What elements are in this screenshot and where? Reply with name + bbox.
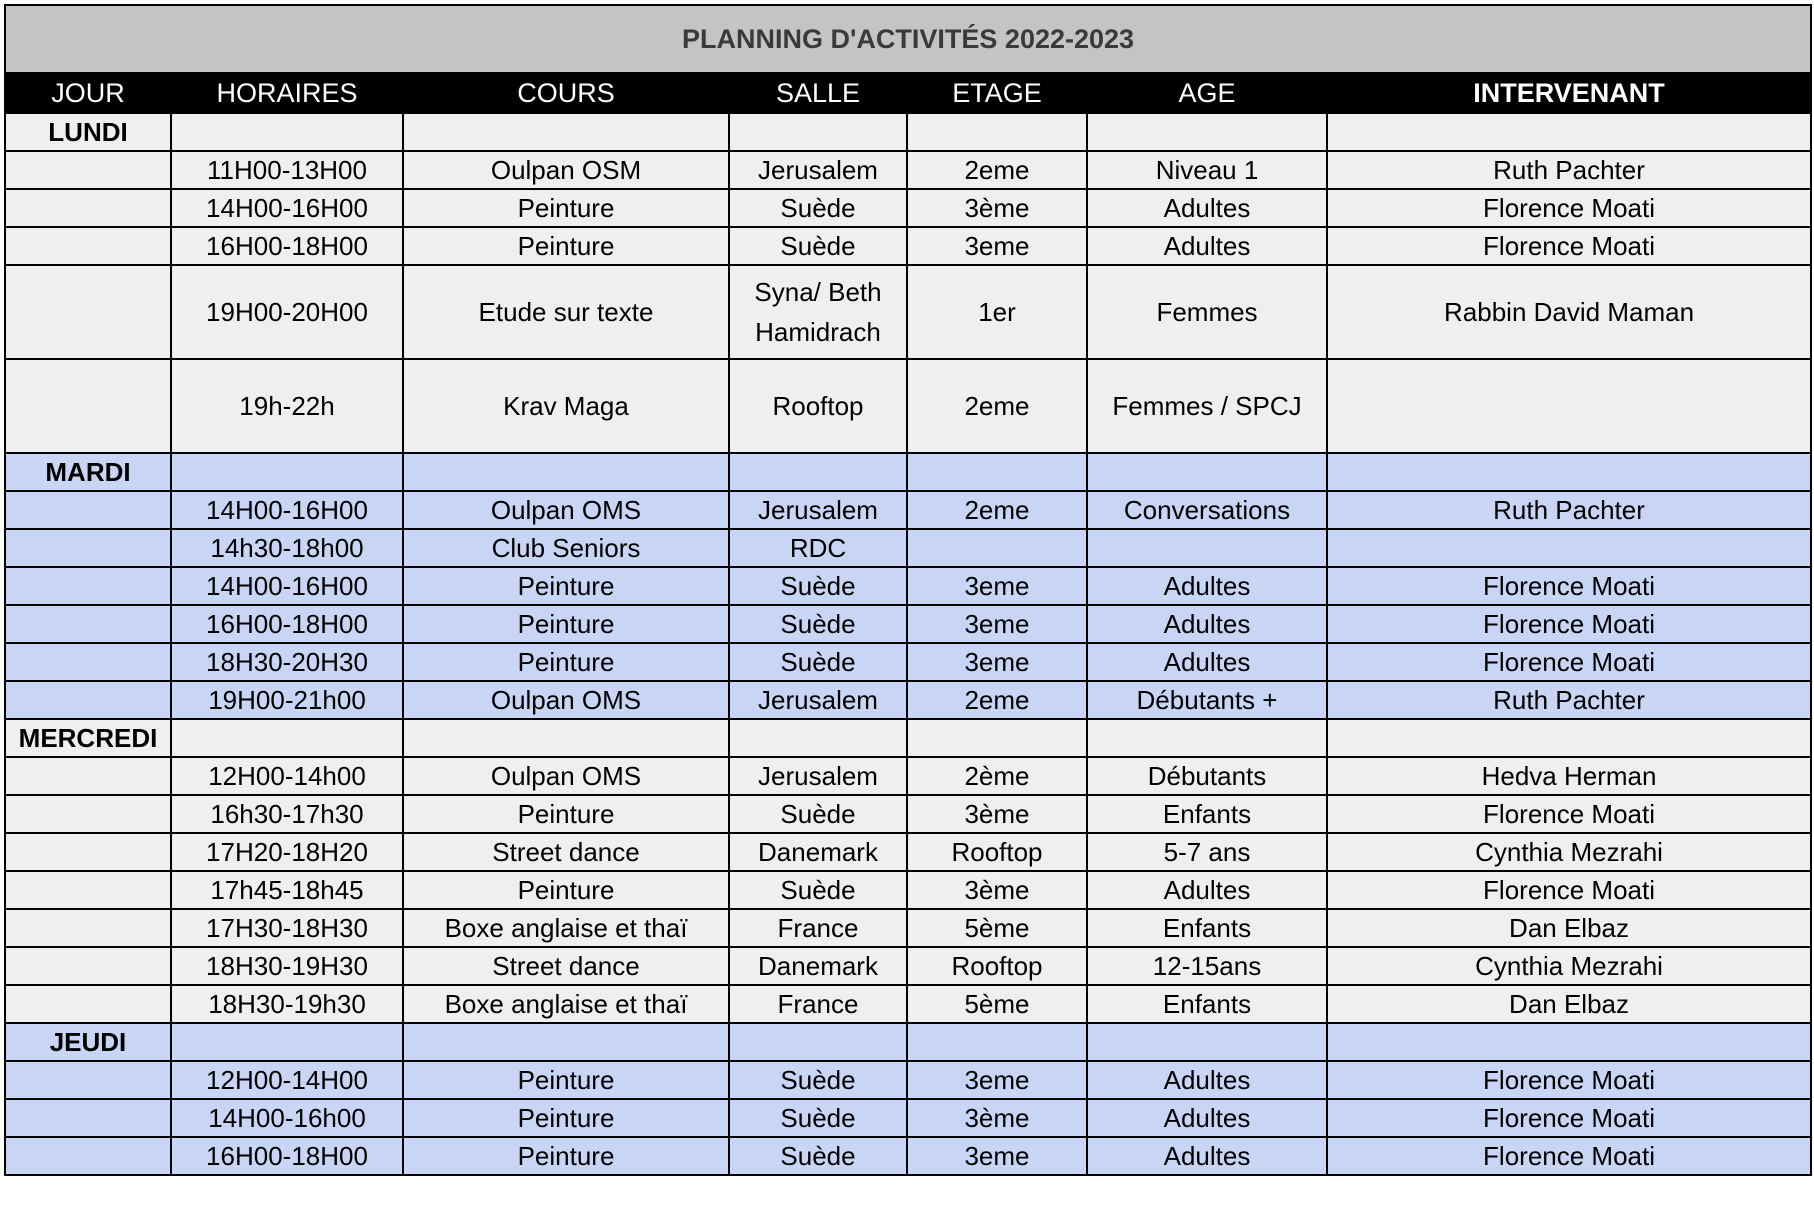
etage-cell: 3eme [907,1137,1087,1175]
table-row [5,1099,1811,1137]
cours-cell: Peinture [403,795,729,833]
column-header-intervenant: INTERVENANT [1327,73,1811,113]
intervenant-cell: Florence Moati [1327,567,1811,605]
etage-cell: 3ème [907,189,1087,227]
column-header-salle: SALLE [729,73,907,113]
horaires-cell: 16H00-18H00 [171,605,403,643]
salle-cell: Jerusalem [729,757,907,795]
table-row [5,1061,1811,1099]
cours-cell [403,1023,729,1061]
age-cell: Adultes [1087,871,1327,909]
table-row [5,947,1811,985]
table-row [5,359,1811,453]
salle-cell: Rooftop [729,359,907,453]
day-cell [5,151,171,189]
cours-cell: Peinture [403,1061,729,1099]
day-cell: LUNDI [5,113,171,151]
etage-cell: 3ème [907,795,1087,833]
age-cell: Adultes [1087,1099,1327,1137]
age-cell: Niveau 1 [1087,151,1327,189]
table-row [5,871,1811,909]
salle-cell: Suède [729,1137,907,1175]
table-row [5,833,1811,871]
cours-cell: Peinture [403,605,729,643]
horaires-cell: 14H00-16H00 [171,567,403,605]
etage-cell: 3ème [907,871,1087,909]
intervenant-cell: Ruth Pachter [1327,491,1811,529]
intervenant-cell: Florence Moati [1327,1137,1811,1175]
cours-cell: Street dance [403,947,729,985]
salle-cell: Suède [729,643,907,681]
horaires-cell [171,719,403,757]
horaires-cell: 17h45-18h45 [171,871,403,909]
age-cell [1087,453,1327,491]
intervenant-cell [1327,113,1811,151]
day-cell [5,1137,171,1175]
cours-cell: Krav Maga [403,359,729,453]
age-cell: Adultes [1087,605,1327,643]
cours-cell [403,113,729,151]
intervenant-cell [1327,1023,1811,1061]
intervenant-cell: Florence Moati [1327,1061,1811,1099]
horaires-cell: 17H20-18H20 [171,833,403,871]
cours-cell: Boxe anglaise et thaï [403,985,729,1023]
day-header-row [5,453,1811,491]
day-cell [5,491,171,529]
title-row [5,5,1811,73]
day-cell [5,871,171,909]
intervenant-cell: Florence Moati [1327,189,1811,227]
day-cell [5,795,171,833]
day-cell [5,947,171,985]
horaires-cell: 14h30-18h00 [171,529,403,567]
etage-cell: 5ème [907,985,1087,1023]
day-cell [5,265,171,359]
age-cell: Conversations [1087,491,1327,529]
horaires-cell: 16H00-18H00 [171,227,403,265]
day-cell: MERCREDI [5,719,171,757]
age-cell [1087,113,1327,151]
age-cell: Adultes [1087,227,1327,265]
age-cell [1087,1023,1327,1061]
etage-cell: 2eme [907,151,1087,189]
horaires-cell: 17H30-18H30 [171,909,403,947]
day-cell [5,227,171,265]
column-header-cours: COURS [403,73,729,113]
cours-cell: Peinture [403,1099,729,1137]
salle-cell: Suède [729,567,907,605]
day-header-row [5,1023,1811,1061]
table-row [5,605,1811,643]
column-header-horaires: HORAIRES [171,73,403,113]
horaires-cell [171,453,403,491]
age-cell: Enfants [1087,795,1327,833]
horaires-cell: 16h30-17h30 [171,795,403,833]
schedule-body [5,113,1811,1175]
intervenant-cell: Florence Moati [1327,643,1811,681]
activity-schedule-table [4,4,1812,1176]
age-cell [1087,719,1327,757]
day-cell [5,681,171,719]
intervenant-cell: Rabbin David Maman [1327,265,1811,359]
etage-cell: 3ème [907,1099,1087,1137]
table-row [5,189,1811,227]
horaires-cell: 19h-22h [171,359,403,453]
intervenant-cell [1327,719,1811,757]
intervenant-cell: Dan Elbaz [1327,985,1811,1023]
day-cell [5,757,171,795]
salle-cell [729,719,907,757]
horaires-cell: 19H00-21h00 [171,681,403,719]
day-cell [5,1099,171,1137]
age-cell: Enfants [1087,985,1327,1023]
column-header-row [5,73,1811,113]
cours-cell: Oulpan OMS [403,681,729,719]
etage-cell: Rooftop [907,833,1087,871]
etage-cell: 1er [907,265,1087,359]
salle-cell: Suède [729,605,907,643]
column-header-etage: ETAGE [907,73,1087,113]
intervenant-cell: Ruth Pachter [1327,681,1811,719]
salle-cell: Suède [729,1099,907,1137]
intervenant-cell [1327,359,1811,453]
etage-cell [907,1023,1087,1061]
day-cell [5,189,171,227]
etage-cell: 3eme [907,605,1087,643]
etage-cell: 3eme [907,567,1087,605]
salle-cell: Jerusalem [729,151,907,189]
cours-cell: Peinture [403,189,729,227]
horaires-cell: 14H00-16h00 [171,1099,403,1137]
table-row [5,151,1811,189]
age-cell: Adultes [1087,567,1327,605]
day-cell [5,529,171,567]
intervenant-cell: Cynthia Mezrahi [1327,833,1811,871]
table-row [5,491,1811,529]
intervenant-cell: Cynthia Mezrahi [1327,947,1811,985]
table-row [5,757,1811,795]
salle-cell: France [729,909,907,947]
table-row [5,795,1811,833]
cours-cell: Peinture [403,227,729,265]
etage-cell: Rooftop [907,947,1087,985]
salle-cell [729,453,907,491]
horaires-cell [171,1023,403,1061]
horaires-cell: 18H30-20H30 [171,643,403,681]
age-cell: Débutants [1087,757,1327,795]
day-cell [5,605,171,643]
schedule-title: PLANNING D'ACTIVITÉS 2022-2023 [5,5,1811,73]
cours-cell: Oulpan OMS [403,491,729,529]
salle-cell: Suède [729,227,907,265]
table-row [5,643,1811,681]
cours-cell: Peinture [403,871,729,909]
salle-cell: Suède [729,1061,907,1099]
salle-cell: Danemark [729,833,907,871]
horaires-cell: 14H00-16H00 [171,491,403,529]
age-cell [1087,529,1327,567]
cours-cell: Street dance [403,833,729,871]
intervenant-cell: Hedva Herman [1327,757,1811,795]
table-row [5,265,1811,359]
age-cell: 12-15ans [1087,947,1327,985]
column-header-age: AGE [1087,73,1327,113]
age-cell: Adultes [1087,1137,1327,1175]
day-cell [5,359,171,453]
age-cell: Débutants + [1087,681,1327,719]
age-cell: Enfants [1087,909,1327,947]
day-cell [5,567,171,605]
horaires-cell: 12H00-14H00 [171,1061,403,1099]
salle-cell: France [729,985,907,1023]
salle-cell [729,113,907,151]
day-cell [5,985,171,1023]
salle-cell: Suède [729,871,907,909]
table-row [5,681,1811,719]
horaires-cell: 18H30-19H30 [171,947,403,985]
etage-cell: 2eme [907,491,1087,529]
salle-cell [729,1023,907,1061]
etage-cell [907,113,1087,151]
cours-cell: Oulpan OMS [403,757,729,795]
horaires-cell: 19H00-20H00 [171,265,403,359]
table-row [5,227,1811,265]
etage-cell: 5ème [907,909,1087,947]
cours-cell: Peinture [403,643,729,681]
cours-cell [403,719,729,757]
salle-cell: Syna/ Beth Hamidrach [729,265,907,359]
table-row [5,985,1811,1023]
etage-cell: 2eme [907,681,1087,719]
table-row [5,567,1811,605]
salle-cell: RDC [729,529,907,567]
day-cell: JEUDI [5,1023,171,1061]
salle-cell: Jerusalem [729,681,907,719]
etage-cell [907,453,1087,491]
day-cell [5,643,171,681]
intervenant-cell: Florence Moati [1327,795,1811,833]
age-cell: 5-7 ans [1087,833,1327,871]
day-cell [5,833,171,871]
salle-cell: Suède [729,795,907,833]
day-header-row [5,719,1811,757]
intervenant-cell [1327,529,1811,567]
etage-cell: 3eme [907,643,1087,681]
etage-cell: 3eme [907,227,1087,265]
salle-cell: Jerusalem [729,491,907,529]
age-cell: Adultes [1087,643,1327,681]
etage-cell: 3eme [907,1061,1087,1099]
cours-cell: Peinture [403,567,729,605]
horaires-cell: 18H30-19h30 [171,985,403,1023]
cours-cell: Boxe anglaise et thaï [403,909,729,947]
etage-cell [907,529,1087,567]
table-row [5,1137,1811,1175]
horaires-cell: 14H00-16H00 [171,189,403,227]
intervenant-cell: Dan Elbaz [1327,909,1811,947]
intervenant-cell: Florence Moati [1327,605,1811,643]
column-header-jour: JOUR [5,73,171,113]
day-cell: MARDI [5,453,171,491]
intervenant-cell: Ruth Pachter [1327,151,1811,189]
horaires-cell: 12H00-14h00 [171,757,403,795]
age-cell: Femmes / SPCJ [1087,359,1327,453]
cours-cell: Club Seniors [403,529,729,567]
salle-cell: Suède [729,189,907,227]
day-header-row [5,113,1811,151]
table-row [5,909,1811,947]
day-cell [5,909,171,947]
intervenant-cell: Florence Moati [1327,227,1811,265]
cours-cell: Peinture [403,1137,729,1175]
etage-cell [907,719,1087,757]
day-cell [5,1061,171,1099]
etage-cell: 2eme [907,359,1087,453]
cours-cell: Etude sur texte [403,265,729,359]
horaires-cell: 11H00-13H00 [171,151,403,189]
intervenant-cell: Florence Moati [1327,871,1811,909]
intervenant-cell [1327,453,1811,491]
horaires-cell: 16H00-18H00 [171,1137,403,1175]
intervenant-cell: Florence Moati [1327,1099,1811,1137]
table-row [5,529,1811,567]
cours-cell: Oulpan OSM [403,151,729,189]
etage-cell: 2ème [907,757,1087,795]
horaires-cell [171,113,403,151]
age-cell: Femmes [1087,265,1327,359]
age-cell: Adultes [1087,189,1327,227]
age-cell: Adultes [1087,1061,1327,1099]
salle-cell: Danemark [729,947,907,985]
cours-cell [403,453,729,491]
